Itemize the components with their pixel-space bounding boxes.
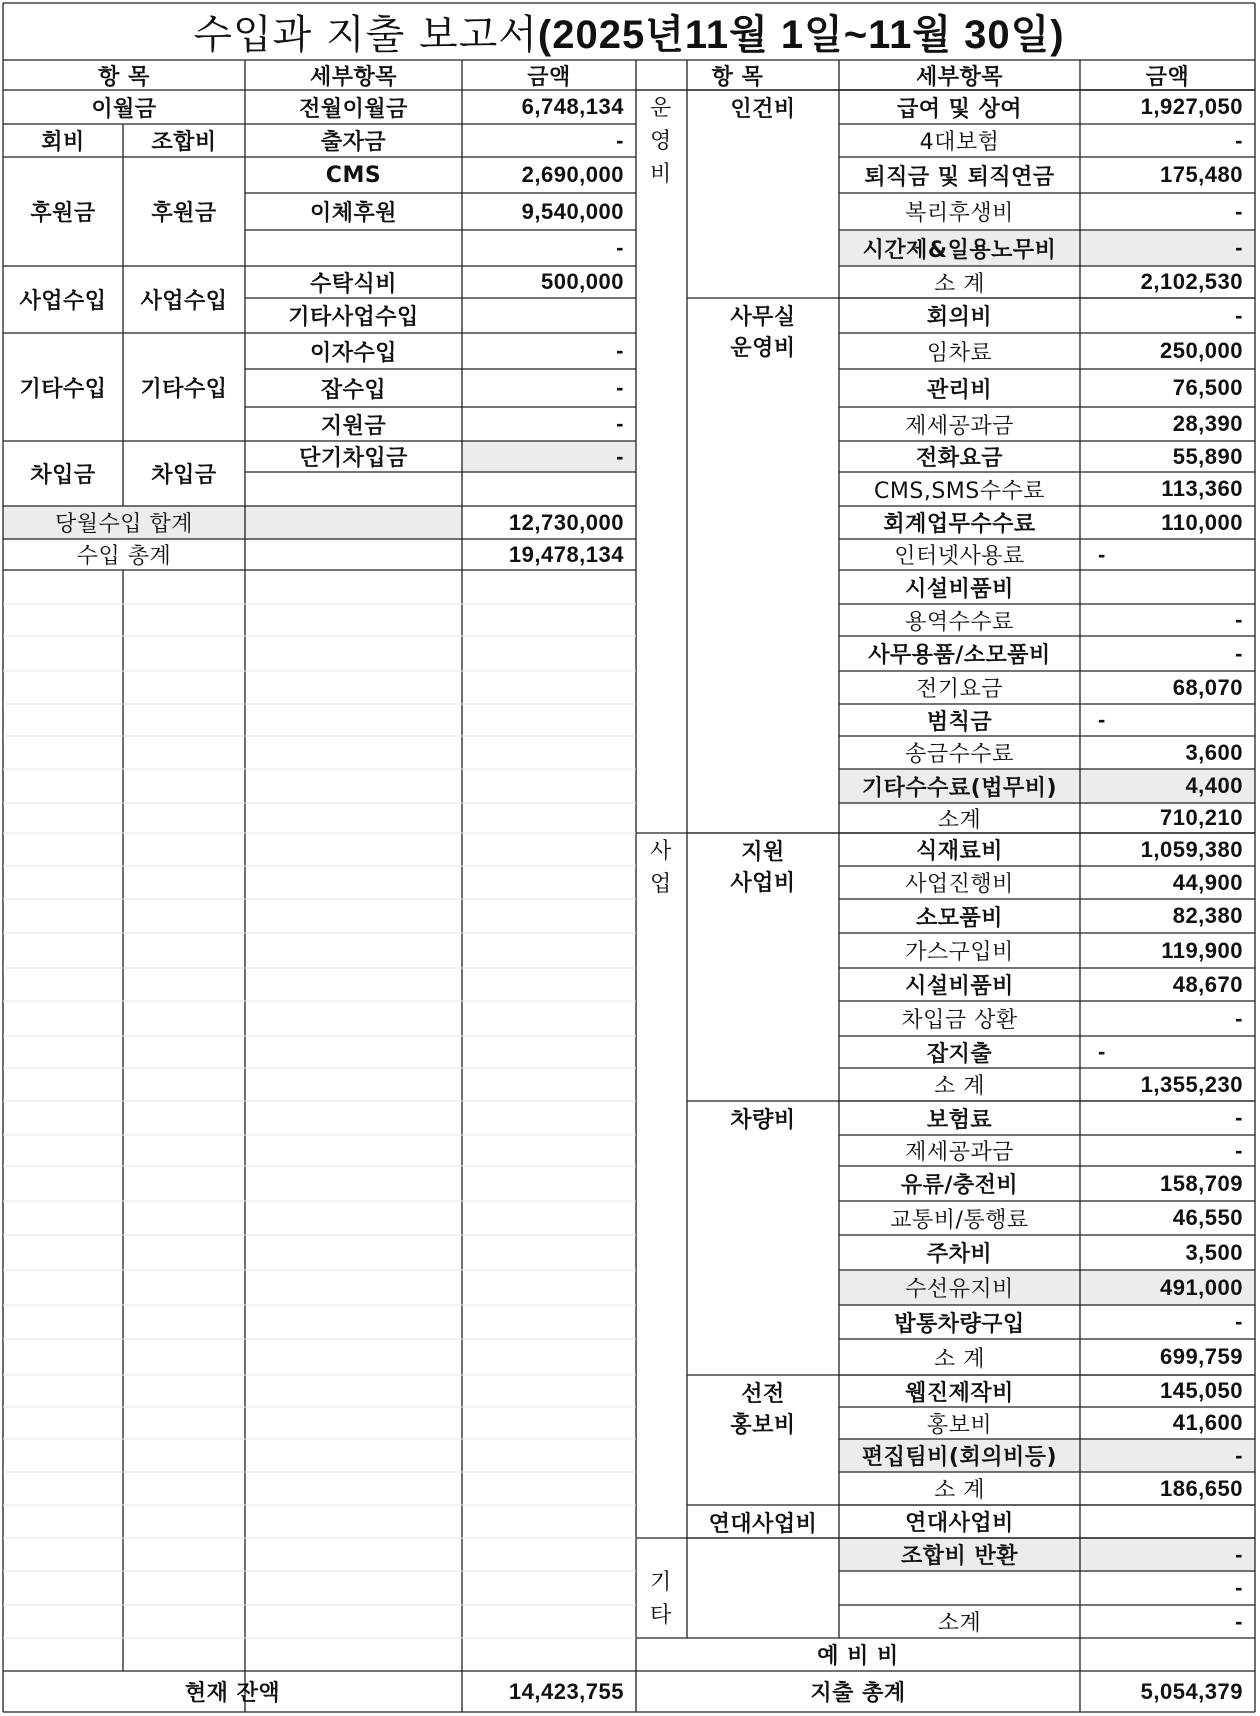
- expense-amount: -: [1235, 198, 1243, 224]
- expense-amount: -: [1235, 1137, 1243, 1163]
- expense-sub: 시간제&일용노무비: [862, 237, 1057, 263]
- expense-amount: 145,050: [1159, 1378, 1243, 1403]
- income-label-dues-sub: 조합비: [151, 130, 217, 155]
- expense-amount: 4,400: [1185, 773, 1243, 798]
- expense-sub: 송금수수료: [905, 742, 1014, 767]
- expense-sub: 전화요금: [915, 446, 1003, 471]
- expense-amount: -: [1235, 1541, 1243, 1567]
- expense-sub: 사업진행비: [905, 872, 1014, 897]
- expense-amount: -: [1235, 1575, 1243, 1600]
- expense-sub: 소 계: [934, 1346, 985, 1372]
- expense-group-label: 차량비: [730, 1108, 796, 1133]
- income-amount: 2,690,000: [521, 162, 624, 187]
- expense-sub: 소모품비: [915, 905, 1003, 931]
- expense-amount: 119,900: [1161, 937, 1243, 963]
- expense-amount: 41,600: [1172, 1410, 1243, 1435]
- expense-amount: 82,380: [1172, 903, 1243, 928]
- expense-sub: 보험료: [926, 1107, 993, 1133]
- income-label-loan: 차입금: [30, 463, 96, 488]
- income-label-dues: 회비: [41, 130, 85, 155]
- expense-section-label: 사업: [650, 839, 672, 897]
- expense-sub: CMS,SMS수수료: [874, 478, 1045, 504]
- income-sub: [245, 230, 462, 266]
- expense-amount: 76,500: [1172, 375, 1243, 400]
- expense-amount: 3,600: [1185, 739, 1243, 765]
- expense-sub: 제세공과금: [905, 1140, 1014, 1165]
- expense-amount: -: [1235, 640, 1243, 666]
- expense-amount: 55,890: [1172, 443, 1243, 469]
- expense-group-label: 연대사업비: [708, 1512, 818, 1537]
- expense-amount: 1,927,050: [1140, 94, 1243, 119]
- income-amount: -: [616, 235, 624, 260]
- expense-sub: 복리후생비: [905, 201, 1014, 226]
- expense-section-label: 운영비: [650, 96, 672, 187]
- expense-sub: 조합비 반환: [901, 1544, 1018, 1569]
- header-amount: 금액: [527, 64, 571, 90]
- income-sub: 전월이월금: [299, 96, 408, 122]
- expense-sub: 홍보비: [926, 1412, 993, 1438]
- income-sub: 이체후원: [309, 201, 397, 226]
- expense-amount: 28,390: [1172, 411, 1243, 436]
- expense-sub: 급여 및 상여: [896, 96, 1023, 122]
- reserve-amount: [1080, 1638, 1255, 1671]
- income-label-loan-sub: 차입금: [151, 463, 217, 488]
- income-sub: CMS: [325, 162, 382, 188]
- expense-amount: 175,480: [1159, 162, 1243, 187]
- income-amount: [462, 472, 636, 506]
- expense-amount: 68,070: [1172, 674, 1243, 700]
- expense-amount: -: [1235, 302, 1243, 328]
- expense-amount: [1080, 570, 1255, 604]
- expense-section-label: 기타: [650, 1570, 672, 1628]
- expense-amount: -: [1235, 607, 1243, 632]
- income-label-business-sub: 사업수입: [140, 289, 228, 314]
- income-amount: -: [616, 338, 624, 363]
- income-grand-total-amount: 19,478,134: [508, 541, 624, 567]
- expense-sub: [839, 1571, 1080, 1605]
- expense-sub: 식재료비: [915, 839, 1003, 864]
- expense-sub: 주차비: [926, 1242, 993, 1267]
- expense-sub: 수선유지비: [905, 1277, 1014, 1302]
- expense-total-label: 지출 총계: [810, 1681, 906, 1706]
- expense-sub: 밥통차량구입: [894, 1311, 1025, 1337]
- income-amount: -: [616, 411, 624, 436]
- income-amount: -: [616, 375, 624, 400]
- income-amount: -: [616, 127, 624, 153]
- expense-amount: 3,500: [1185, 1239, 1243, 1265]
- expense-total-amount: 5,054,379: [1140, 1678, 1243, 1704]
- expense-sub: 편집팀비(회의비등): [861, 1445, 1058, 1470]
- reserve-label: 예 비 비: [817, 1644, 899, 1669]
- expense-sub: 소계: [937, 1611, 982, 1636]
- expense-sub: 시설비품비: [905, 974, 1014, 999]
- income-sub: 수탁식비: [309, 271, 397, 297]
- header-subitem-expense: 세부항목: [915, 64, 1003, 90]
- income-amount: [462, 298, 636, 333]
- income-grand-total-label: 수입 총계: [76, 544, 172, 569]
- expense-sub: 회의비: [926, 305, 993, 330]
- income-label-business: 사업수입: [19, 289, 107, 314]
- expense-sub: 용역수수료: [905, 609, 1014, 635]
- income-month-total-amount: 12,730,000: [508, 509, 624, 535]
- expense-sub: 관리비: [926, 377, 993, 403]
- income-sub: 단기차입금: [299, 446, 408, 471]
- expense-sub: 소계: [937, 807, 982, 833]
- income-sub: [245, 472, 462, 506]
- expense-sub: 웹진제작비: [905, 1380, 1014, 1406]
- income-sub: 이자수입: [309, 340, 397, 366]
- expense-sub: 가스구입비: [905, 940, 1014, 965]
- expense-sub: 소 계: [934, 1478, 985, 1503]
- expense-sub: 전기요금: [915, 677, 1003, 702]
- expense-sub: 연대사업비: [905, 1511, 1014, 1536]
- expense-amount: 1,355,230: [1140, 1071, 1243, 1097]
- expense-amount: 710,210: [1159, 805, 1243, 830]
- header-item-expense: 항 목: [711, 64, 764, 90]
- expense-amount: -: [1235, 1442, 1243, 1468]
- expense-amount: -: [1098, 1039, 1106, 1064]
- report-title: [3, 3, 1255, 60]
- expense-sub: 잡지출: [926, 1041, 993, 1067]
- expense-amount: -: [1235, 127, 1243, 153]
- income-amount: 9,540,000: [521, 198, 624, 224]
- expense-amount: 250,000: [1159, 338, 1243, 363]
- expense-amount: 46,550: [1172, 1205, 1243, 1230]
- expense-amount: 1,059,380: [1140, 836, 1243, 862]
- income-sub: 기타사업수입: [288, 305, 419, 330]
- header-item: 항 목: [98, 64, 150, 90]
- expense-sub: 유류/충전비: [900, 1173, 1019, 1198]
- expense-sub: 시설비품비: [905, 576, 1014, 602]
- expense-amount: -: [1235, 235, 1243, 260]
- income-sub: 잡수입: [320, 377, 387, 403]
- income-label-other: 기타수입: [19, 376, 107, 402]
- header-amount-expense: 금액: [1145, 64, 1190, 90]
- expense-sub: 임차료: [926, 340, 993, 366]
- expense-sub: 교통비/통행료: [890, 1207, 1029, 1233]
- expense-sub: 소 계: [934, 1074, 985, 1099]
- income-label-other-sub: 기타수입: [140, 376, 228, 402]
- expense-sub: 사무용품/소모품비: [868, 643, 1051, 668]
- current-balance-amount: 14,423,755: [508, 1678, 624, 1704]
- expense-group-label: 지원 사업비: [730, 840, 796, 896]
- expense-amount: 699,759: [1159, 1344, 1243, 1369]
- expense-sub: 퇴직금 및 퇴직연금: [864, 164, 1055, 190]
- expense-group-label: [687, 1538, 839, 1638]
- expense-group-label: 인건비: [730, 97, 796, 122]
- income-amount: 500,000: [540, 269, 624, 294]
- expense-amount: 110,000: [1161, 509, 1243, 535]
- expense-sub: 인터넷사용료: [894, 544, 1025, 569]
- income-label-carryover: 이월금: [91, 96, 157, 122]
- expense-sub: 회계업무수수료: [883, 512, 1036, 537]
- expense-sub: 4대보험: [919, 130, 1000, 155]
- expense-sub: 소 계: [934, 271, 985, 297]
- income-month-total-label: 당월수입 합계: [54, 512, 193, 537]
- income-label-support-sub: 후원금: [151, 201, 217, 226]
- expense-amount: -: [1235, 1608, 1243, 1634]
- expense-group-label: 선전 홍보비: [730, 1382, 796, 1438]
- header-subitem: 세부항목: [309, 64, 397, 90]
- income-sub: 지원금: [320, 413, 387, 439]
- income-label-support: 후원금: [30, 201, 96, 226]
- report-title-period: (2025년11월 1일~11월 30일): [537, 13, 1065, 57]
- income-sub: 출자금: [320, 130, 387, 155]
- expense-amount: 158,709: [1159, 1170, 1243, 1196]
- expense-amount: 186,650: [1159, 1475, 1243, 1501]
- expense-amount: 48,670: [1172, 971, 1243, 997]
- current-balance-label: 현재 잔액: [184, 1681, 281, 1706]
- income-amount: 6,748,134: [521, 94, 624, 119]
- expense-sub: 제세공과금: [905, 413, 1014, 439]
- expense-amount: 44,900: [1172, 869, 1243, 895]
- expense-amount: -: [1235, 1005, 1243, 1031]
- expense-sub: 범칙금: [926, 709, 993, 735]
- report-title-main: 수입과 지출 보고서: [193, 12, 538, 58]
- expense-amount: -: [1098, 541, 1106, 567]
- expense-amount: 2,102,530: [1140, 269, 1243, 294]
- expense-amount: -: [1235, 1105, 1243, 1130]
- expense-sub: 차입금 상환: [901, 1008, 1018, 1033]
- income-amount: -: [616, 443, 624, 469]
- expense-amount: 113,360: [1161, 476, 1243, 501]
- expense-amount: 491,000: [1159, 1274, 1243, 1300]
- expense-group-label: 사무실 운영비: [730, 305, 796, 361]
- expense-amount: -: [1235, 1309, 1243, 1334]
- expense-amount: [1080, 1505, 1255, 1538]
- expense-sub: 기타수수료(법무비): [861, 775, 1058, 801]
- expense-amount: -: [1098, 707, 1106, 732]
